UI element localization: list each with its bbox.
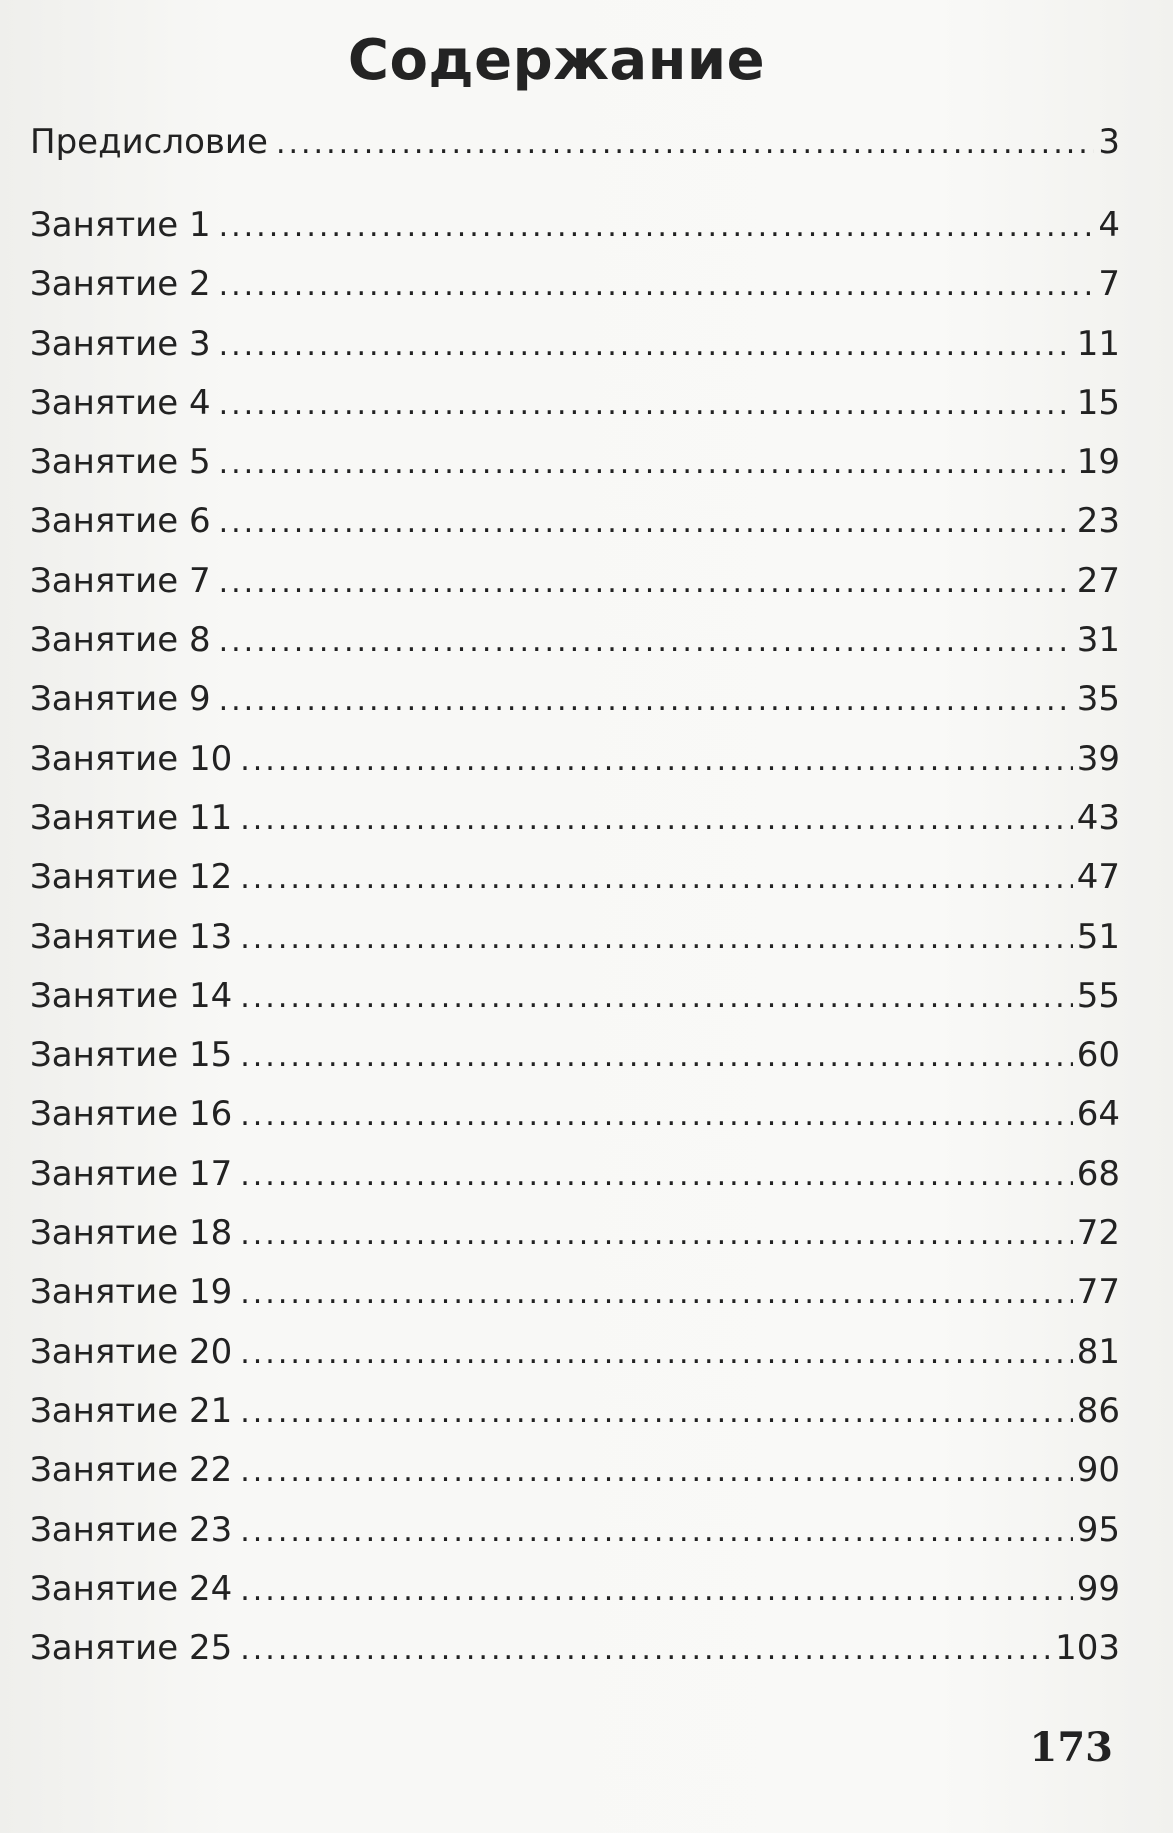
toc-entry: [30, 433, 1120, 492]
toc-entry-page: 90: [1076, 1450, 1120, 1491]
toc-entry-label: Занятие 5: [30, 442, 211, 483]
toc-entry-label: Занятие 12: [30, 857, 233, 898]
dot-leader: [240, 1324, 1073, 1383]
toc-entry-page: 27: [1076, 560, 1120, 601]
toc-entry: [30, 492, 1120, 551]
toc-entry: [30, 1619, 1120, 1678]
page-number: 173: [1029, 1724, 1113, 1771]
toc-entry-page: 77: [1076, 1272, 1120, 1313]
toc-entry-page: 51: [1076, 916, 1120, 957]
toc-entry: [30, 1026, 1120, 1085]
toc-entry-page: 3: [1098, 122, 1120, 162]
toc-entry: [30, 967, 1120, 1026]
toc-entry-label: Занятие 3: [30, 323, 211, 364]
toc-entry-label: Занятие 6: [30, 501, 211, 542]
toc-entry-label: Занятие 1: [30, 205, 211, 245]
toc-entry-label: Занятие 22: [30, 1450, 233, 1491]
toc-entry-label: Занятие 13: [30, 916, 233, 957]
toc-entry: [30, 789, 1120, 848]
toc-entry-page: 95: [1076, 1509, 1120, 1550]
toc-entry-label: Занятие 4: [30, 382, 211, 423]
dot-leader: [219, 316, 1073, 375]
toc-entry-page: 39: [1076, 738, 1120, 779]
toc-entry-page: 103: [1055, 1628, 1120, 1669]
toc-entry: [30, 908, 1120, 967]
toc-entry-label: Занятие 8: [30, 620, 211, 661]
dot-leader: [240, 1264, 1073, 1323]
table-of-contents: [30, 120, 1120, 1678]
toc-entry-label: Занятие 16: [30, 1094, 233, 1135]
toc-entry: [30, 552, 1120, 611]
toc-entry-label: Занятие 7: [30, 560, 211, 601]
toc-entry: [30, 1501, 1120, 1560]
dot-leader: [240, 1205, 1073, 1264]
toc-entry: [30, 1441, 1120, 1500]
dot-leader: [240, 1086, 1073, 1145]
toc-entry-label: Занятие 15: [30, 1035, 233, 1076]
dot-leader: [219, 434, 1073, 493]
toc-entry-page: 72: [1076, 1213, 1120, 1254]
toc-entry-page: 55: [1076, 975, 1120, 1016]
dot-leader: [240, 1027, 1073, 1086]
dot-leader: [219, 197, 1095, 256]
dot-leader: [219, 493, 1073, 552]
toc-entry-page: 68: [1076, 1153, 1120, 1194]
toc-entry-page: 31: [1076, 620, 1120, 661]
toc-entry-label: Занятие 19: [30, 1272, 233, 1313]
toc-entry: [30, 1263, 1120, 1322]
page-title: Содержание: [347, 28, 766, 93]
dot-leader: [240, 1442, 1073, 1501]
toc-entry-page: 43: [1076, 797, 1120, 838]
toc-entry: [30, 611, 1120, 670]
toc-entry: [30, 374, 1120, 433]
toc-entry-page: 7: [1098, 264, 1120, 305]
dot-leader: [240, 968, 1073, 1027]
toc-entry: [30, 670, 1120, 729]
toc-entry: [30, 730, 1120, 789]
toc-entry-label: Занятие 17: [30, 1153, 233, 1194]
toc-entry: [30, 1145, 1120, 1204]
dot-leader: [276, 122, 1094, 166]
toc-entry-label: Занятие 24: [30, 1568, 233, 1609]
toc-entry: [30, 255, 1120, 314]
toc-entry: [30, 196, 1120, 255]
dot-leader: [240, 790, 1073, 849]
toc-entry-label: Занятие 23: [30, 1509, 233, 1550]
toc-entry-page: 99: [1076, 1568, 1120, 1609]
toc-entry-label: Занятие 18: [30, 1213, 233, 1254]
dot-leader: [240, 731, 1073, 790]
toc-entry-page: 86: [1076, 1390, 1120, 1431]
dot-leader: [240, 1146, 1073, 1205]
toc-entry-page: 64: [1076, 1094, 1120, 1135]
toc-entry: [30, 1085, 1120, 1144]
toc-entry: [30, 1382, 1120, 1441]
dot-leader: [240, 1502, 1073, 1561]
dot-leader: [219, 671, 1073, 730]
toc-entry-page: 4: [1098, 205, 1120, 245]
dot-leader: [240, 849, 1073, 908]
toc-entry-label: Занятие 14: [30, 975, 233, 1016]
toc-entry-page: 47: [1076, 857, 1120, 898]
dot-leader: [240, 1620, 1051, 1679]
toc-entry-label: Занятие 2: [30, 264, 211, 305]
dot-leader: [219, 612, 1073, 671]
toc-entry-page: 35: [1076, 679, 1120, 720]
toc-entry-page: 15: [1076, 382, 1120, 423]
dot-leader: [219, 375, 1073, 434]
toc-entry-label: Предисловие: [30, 122, 268, 162]
toc-entry: [30, 848, 1120, 907]
toc-entry: [30, 1560, 1120, 1619]
toc-entry: [30, 120, 1120, 196]
dot-leader: [240, 909, 1073, 968]
toc-entry-label: Занятие 21: [30, 1390, 233, 1431]
toc-entry-page: 23: [1076, 501, 1120, 542]
toc-entry-label: Занятие 10: [30, 738, 233, 779]
toc-entry-page: 11: [1076, 323, 1120, 364]
toc-entry-page: 19: [1076, 442, 1120, 483]
dot-leader: [240, 1383, 1073, 1442]
toc-entry-label: Занятие 25: [30, 1628, 233, 1669]
dot-leader: [240, 1561, 1073, 1620]
toc-entry: [30, 1323, 1120, 1382]
toc-entry-label: Занятие 20: [30, 1331, 233, 1372]
toc-entry: [30, 1204, 1120, 1263]
dot-leader: [219, 553, 1073, 612]
toc-entry: [30, 315, 1120, 374]
toc-entry-label: Занятие 11: [30, 797, 233, 838]
toc-entry-page: 60: [1076, 1035, 1120, 1076]
toc-entry-label: Занятие 9: [30, 679, 211, 720]
dot-leader: [219, 256, 1095, 315]
toc-entry-page: 81: [1076, 1331, 1120, 1372]
